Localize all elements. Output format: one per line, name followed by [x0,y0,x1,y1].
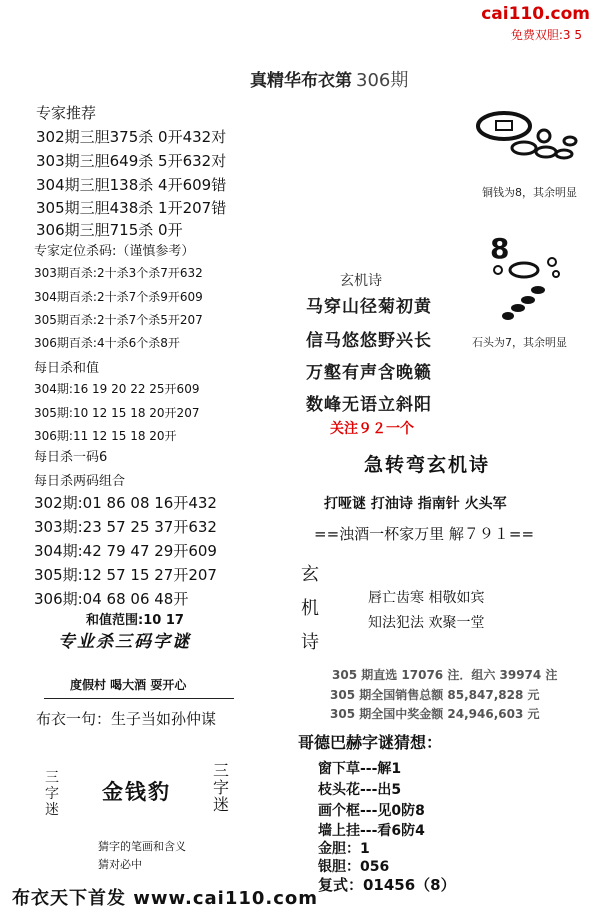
kill-two-line: 303期:23 57 25 37开632 [34,518,217,536]
phrase-line: 打哑谜 打油诗 指南针 火头军 [324,496,507,512]
footer-banner: 布衣天下首发 www.cai110.com [12,888,319,909]
kill-two-line: 304期:42 79 47 29开609 [34,542,217,560]
kill-two-line: 306期:04 68 06 48开 [34,590,189,608]
poem-line: 马穿山径菊初黄 [306,297,432,317]
position-title: 专家定位杀码:（谨慎参考） [34,244,195,259]
position-line: 304期百杀:2十杀7个杀9开609 [34,290,203,304]
sum-line: 306期:11 12 15 18 20开 [34,429,177,443]
vertical-char: 机 [301,598,319,619]
goethe-line: 墙上挂---看6防4 [318,823,425,839]
title-text: 真精华布衣第 [250,71,352,91]
sum-title: 每日杀和值 [34,361,100,376]
goethe-line: 画个框---见0防8 [318,803,425,819]
riddle-title: 专业杀三码字谜 [58,632,191,652]
page-title [250,66,408,92]
focus-numbers: 关注９２一个 [330,421,414,437]
position-line: 305期百杀:2十杀7个杀5开207 [34,313,203,327]
riddle-hint: 猜对必中 [98,858,142,871]
sales-line: 305 期直选 17076 注．组六 39974 注 [332,668,558,682]
vertical-char: 诗 [301,632,319,653]
coin-picture [474,106,584,166]
svg-text:8: 8 [490,232,510,265]
one-sentence: 布衣一句：生子当如孙仲谋 [36,710,217,728]
expert-line: 302期三胆375杀 0开432对 [36,128,227,146]
stone-caption: 石头为7，其余明显 [472,336,567,349]
riddle-answer-word: 金钱豹 [102,780,171,804]
divider [44,698,234,699]
sum-line: 305期:10 12 15 18 20开207 [34,406,200,420]
stone-rebus-icon [480,232,570,327]
coin-caption: 铜钱为8，其余明显 [482,186,577,199]
expert-line: 306期三胆715杀 0开 [36,221,183,239]
goethe-line: 金胆：1 [318,841,370,857]
expert-title: 专家推荐 [36,104,97,122]
slogan: 度假村 喝大酒 耍开心 [70,678,187,692]
wine-line: ==浊酒一杯家万里 解７９１== [314,525,535,543]
vertical-label [300,558,320,660]
sum-range: 和值范围:10 17 [86,613,184,628]
idiom-line: 唇亡齿寒 相敬如宾 [368,590,485,606]
three-char-riddle-right: 三字迷 [212,761,229,814]
expert-line: 304期三胆138杀 4开609错 [36,176,227,194]
poem-line: 信马悠悠野兴长 [306,331,432,351]
sum-line: 304期:16 19 20 22 25开609 [34,382,200,396]
goethe-line: 枝头花---出5 [318,782,402,798]
kill-two-title: 每日杀两码组合 [34,474,126,489]
vertical-char: 玄 [301,564,319,585]
idiom-line: 知法犯法 欢聚一堂 [368,615,485,631]
position-line: 303期百杀:2十杀3个杀7开632 [34,266,203,280]
site-name: cai110.com [481,4,590,24]
poem-line: 数峰无语立斜阳 [306,395,432,415]
sales-line: 305 期全国销售总额 85,847,828 元 [330,688,540,702]
kill-one-code: 每日杀一码6 [34,450,108,465]
free-double-pick: 免费双胆:3 5 [510,28,582,42]
turn-title: 急转弯玄机诗 [364,454,491,476]
kill-two-line: 302期:01 86 08 16开432 [34,494,217,512]
expert-line: 303期三胆649杀 5开632对 [36,152,227,170]
issue-number: 306期 [356,70,409,91]
goethe-line: 复式：01456（8） [318,876,456,894]
goethe-line: 窗下草---解1 [318,761,402,777]
poem-title: 玄机诗 [340,273,382,289]
stone-picture [480,232,570,327]
coin-rebus-icon [474,106,584,166]
position-line: 306期百杀:4十杀6个杀8开 [34,336,180,350]
poem-line: 万壑有声含晚籁 [306,363,432,383]
goethe-line: 银胆：056 [318,859,390,875]
expert-line: 305期三胆438杀 1开207错 [36,199,227,217]
riddle-hint: 猜字的笔画和含义 [98,840,186,853]
kill-two-line: 305期:12 57 15 27开207 [34,566,217,584]
sales-line: 305 期全国中奖金额 24,946,603 元 [330,707,540,721]
three-char-riddle-left: 三字迷 [45,770,59,818]
goethe-title: 哥德巴赫字谜猜想： [298,733,443,752]
